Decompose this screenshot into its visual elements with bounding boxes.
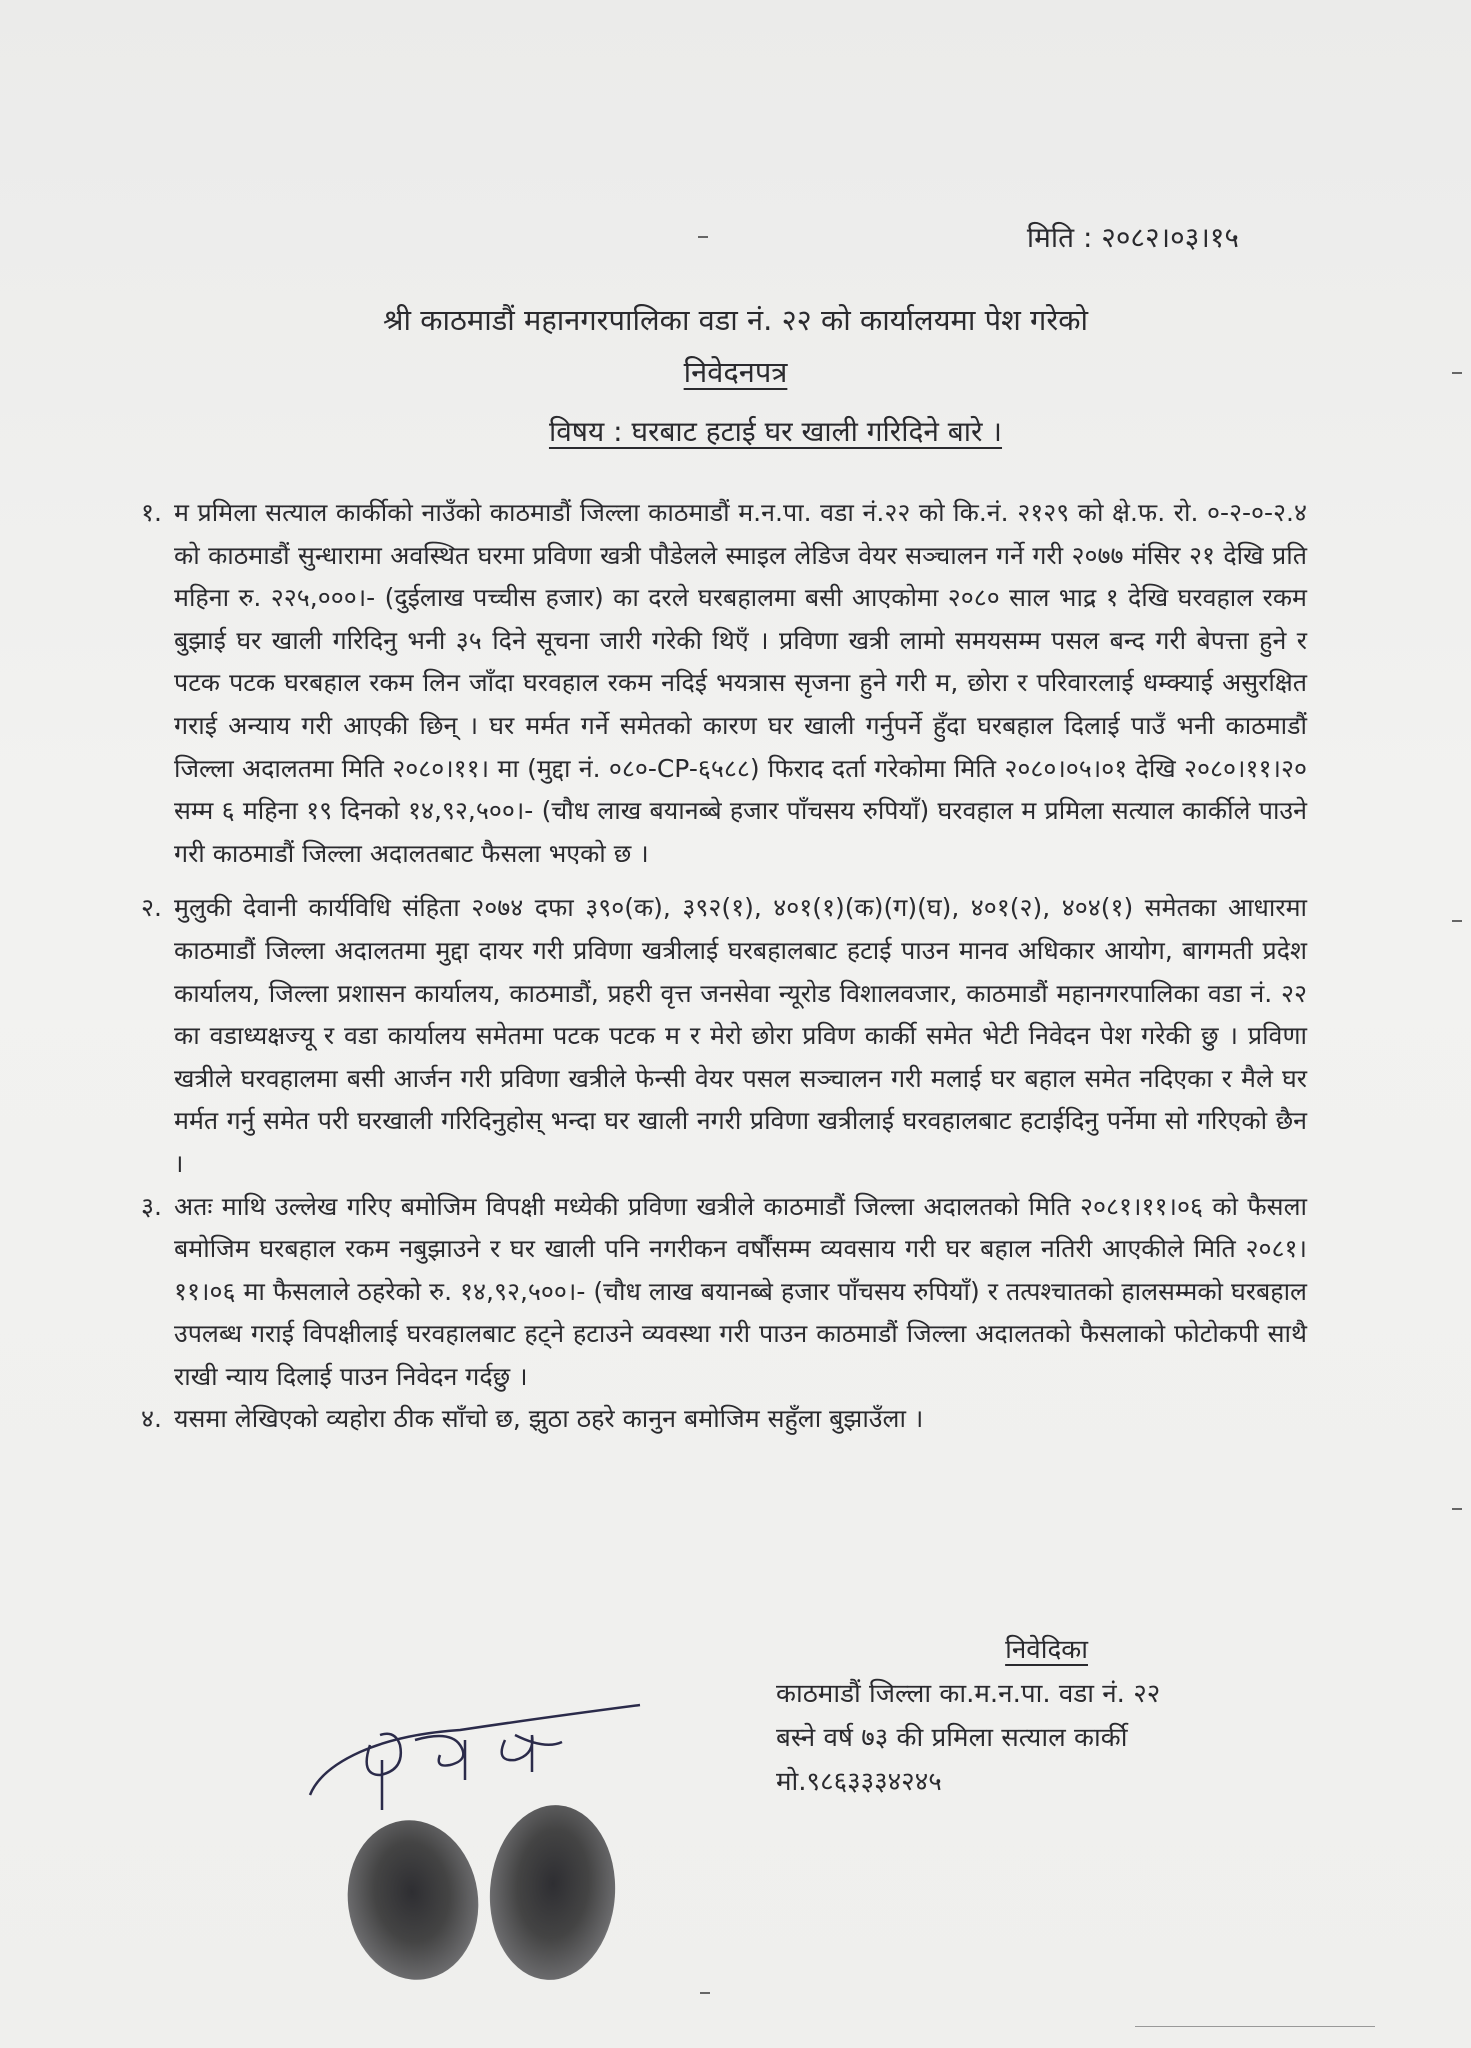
margin-mark [1452, 1508, 1462, 1510]
office-heading: श्री काठमाडौं महानगरपालिका वडा नं. २२ को कार्यालयमा पेश गरेको [382, 303, 1088, 337]
applicant-name: बस्ने वर्ष ७३ की प्रमिला सत्याल कार्की [776, 1723, 1128, 1753]
paragraph-4 [110, 1398, 1307, 1441]
margin-mark [698, 236, 708, 238]
paragraph-1 [110, 492, 1307, 875]
applicant-address: काठमाडौं जिल्ला का.म.न.पा. वडा नं. २२ [776, 1679, 1161, 1709]
paragraph-text: म प्रमिला सत्याल कार्कीको नाउँको काठमाडौं जिल्ला काठमाडौं म.न.पा. वडा नं.२२ को कि.नं. २१२९ को क्षे.फ. रो. ०-२-०-२.४ को काठमाडौं सुन्धारामा अवस्थित घरमा प्रविणा खत्री पौडेलले स्माइल लेडिज वेयर सञ्चालन गर्ने गरी २०७७ मंसिर २१ देखि प्रति महिना रु. २२५,०००।- (दुईलाख पच्चीस हजार) का दरले घरबहालमा बसी आएकोमा २०८० साल भाद्र १ देखि घरवहाल रकम बुझाई घर खाली गरिदिनु भनी ३५ दिने सूचना जारी गरेकी थिएँ । प्रविणा खत्री लामो समयसम्म पसल बन्द गरी बेपत्ता हुने र पटक पटक घरबहाल रकम लिन जाँदा घरवहाल रकम नदिई भयत्रास सृजना हुने गरी म, छोरा र परिवारलाई धम्क्याई असुरक्षित गराई अन्याय गरी आएकी छिन् । घर मर्मत गर्ने समेतको कारण घर खाली गर्नुपर्ने हुँदा घरबहाल दिलाई पाउँ भनी काठमाडौं जिल्ला अदालतमा मिति २०८०।११। मा (मुद्दा नं. ०८०-CP-६५८८) फिराद दर्ता गरेकोमा मिति २०८०।०५।०१ देखि २०८०।११।२० सम्म ६ महिना १९ दिनको १४,९२,५००।- (चौध लाख बयानब्बे हजार पाँचसय रुपियाँ) घरवहाल म प्रमिला सत्याल कार्कीले पाउने गरी काठमाडौं जिल्ला अदालतबाट फैसला भएको छ । [174, 498, 1307, 868]
margin-mark [700, 1992, 710, 1994]
paragraph-text: अतः माथि उल्लेख गरिए बमोजिम विपक्षी मध्येकी प्रविणा खत्रीले काठमाडौं जिल्ला अदालतको मिति २०८१।११।०६ को फैसला बमोजिम घरबहाल रकम नबुझाउने र घर खाली पनि नगरीकन वर्षौंसम्म व्यवसाय गरी घर बहाल नतिरी आएकीले मिति २०८१।११।०६ मा फैसलाले ठहरेको रु. १४,९२,५००।- (चौध लाख बयानब्बे हजार पाँचसय रुपियाँ) र तत्पश्चातको हालसम्मको घरबहाल उपलब्ध गराई विपक्षीलाई घरवहालबाट हट्ने हटाउने व्यवस्था गरी पाउन काठमाडौं जिल्ला अदालतको फैसलाको फोटोकपी साथै राखी न्याय दिलाई पाउन निवेदन गर्दछु । [174, 1191, 1307, 1391]
document-title-text: निवेदनपत्र [683, 355, 788, 389]
paragraph-number: ४. [141, 1404, 162, 1434]
paragraph-number: ३. [141, 1191, 162, 1221]
applicant-title-text: निवेदिका [1005, 1635, 1088, 1665]
paragraph-number: २. [141, 893, 162, 923]
margin-mark [1452, 920, 1462, 922]
paragraph-number: १. [141, 498, 162, 527]
paragraph-text: यसमा लेखिएको व्यहोरा ठीक साँचो छ, झुठा ठहरे कानुन बमोजिम सहुँला बुझाउँला । [174, 1404, 924, 1434]
paragraph-2 [110, 887, 1307, 1185]
applicant-phone: मो.९८६३३३४२४५ [776, 1767, 942, 1797]
document-title [0, 352, 1471, 391]
subject-line [0, 412, 1471, 450]
petition-body [110, 492, 1307, 1441]
bottom-rule [1135, 2026, 1375, 2027]
subject-text: विषय : घरबाट हटाई घर खाली गरिदिने बारे । [548, 415, 1003, 448]
paragraph-3 [110, 1186, 1307, 1399]
handwritten-signature [300, 1700, 660, 1830]
paragraph-text: मुलुकी देवानी कार्यविधि संहिता २०७४ दफा ३९०(क), ३९२(१), ४०१(१)(क)(ग)(घ), ४०१(२), ४०४(१) समेतका आधारमा काठमाडौं जिल्ला अदालतमा मुद्दा दायर गरी प्रविणा खत्रीलाई घरबहालबाट हटाई पाउन मानव अधिकार आयोग, बागमती प्रदेश कार्यालय, जिल्ला प्रशासन कार्यालय, काठमाडौं, प्रहरी वृत्त जनसेवा न्यूरोड विशालवजार, काठमाडौं महानगरपालिका वडा नं. २२ का वडाध्यक्षज्यू र वडा कार्यालय समेतमा पटक पटक म र मेरो छोरा प्रविण कार्की समेत भेटी निवेदन पेश गरेकी छु । प्रविणा खत्रीले घरवहालमा बसी आर्जन गरी प्रविणा खत्रीले फेन्सी वेयर पसल सञ्चालन गरी मलाई घर बहाल समेत नदिएका र मैले घर मर्मत गर्नु समेत परी घरखाली गरिदिनुहोस् भन्दा घर खाली नगरी प्रविणा खत्रीलाई घरवहालबाट हटाईदिनु पर्नेमा सो गरिएको छैन । [174, 893, 1307, 1178]
applicant-title [776, 1628, 1088, 1672]
applicant-block [776, 1628, 1160, 1804]
document-date: मिति : २०८२।०३।१५ [1026, 221, 1239, 254]
thumbprint-left [337, 1812, 488, 1989]
